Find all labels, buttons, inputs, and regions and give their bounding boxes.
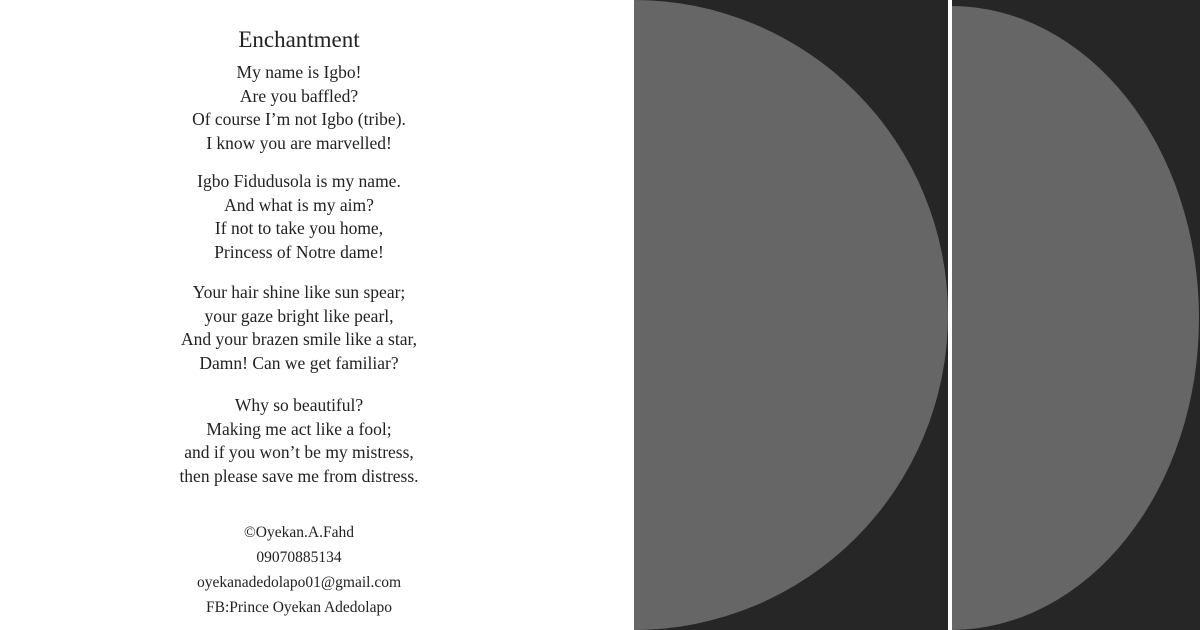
decorative-panel-left <box>634 0 948 630</box>
half-ellipse-shape <box>952 6 1199 630</box>
poem-line: Why so beautiful? <box>234 395 364 415</box>
stanza-3 <box>0 281 598 375</box>
poem-title: Enchantment <box>238 27 360 52</box>
poem-line: Making me act like a fool; <box>206 418 392 439</box>
poem-line: Damn! Can we get familiar? <box>199 352 399 373</box>
stanza-2 <box>0 170 598 264</box>
email: oyekanadedolapo01@gmail.com <box>196 574 402 591</box>
poem-line: My name is Igbo! <box>236 62 362 82</box>
poem-line: Your hair shine like sun spear; <box>192 282 406 302</box>
phone-number: 09070885134 <box>256 549 342 566</box>
poem-line: and if you won’t be my mistress, <box>184 442 414 462</box>
poem-line: then please save me from distress. <box>179 465 419 486</box>
half-ellipse-shape <box>634 0 948 630</box>
poem-line: I know you are marvelled! <box>206 132 392 153</box>
poem-line: your gaze bright like pearl, <box>204 305 394 326</box>
poem-line: Of course I’m not Igbo (tribe). <box>192 109 406 129</box>
poem-line: If not to take you home, <box>214 218 384 238</box>
poem-line: And what is my aim? <box>224 194 374 215</box>
poem-line: Are you baffled? <box>239 85 359 106</box>
poem-line: And your brazen smile like a star, <box>181 329 417 349</box>
decorative-panel-right <box>952 0 1200 630</box>
poem-line: Princess of Notre dame! <box>214 241 384 262</box>
stanza-4 <box>0 394 598 488</box>
poem-line: Igbo Fidudusola is my name. <box>197 171 401 191</box>
credits <box>0 520 598 620</box>
copyright: ©Oyekan.A.Fahd <box>244 524 354 541</box>
facebook: FB:Prince Oyekan Adedolapo <box>206 599 392 616</box>
stanza-1 <box>0 61 598 155</box>
